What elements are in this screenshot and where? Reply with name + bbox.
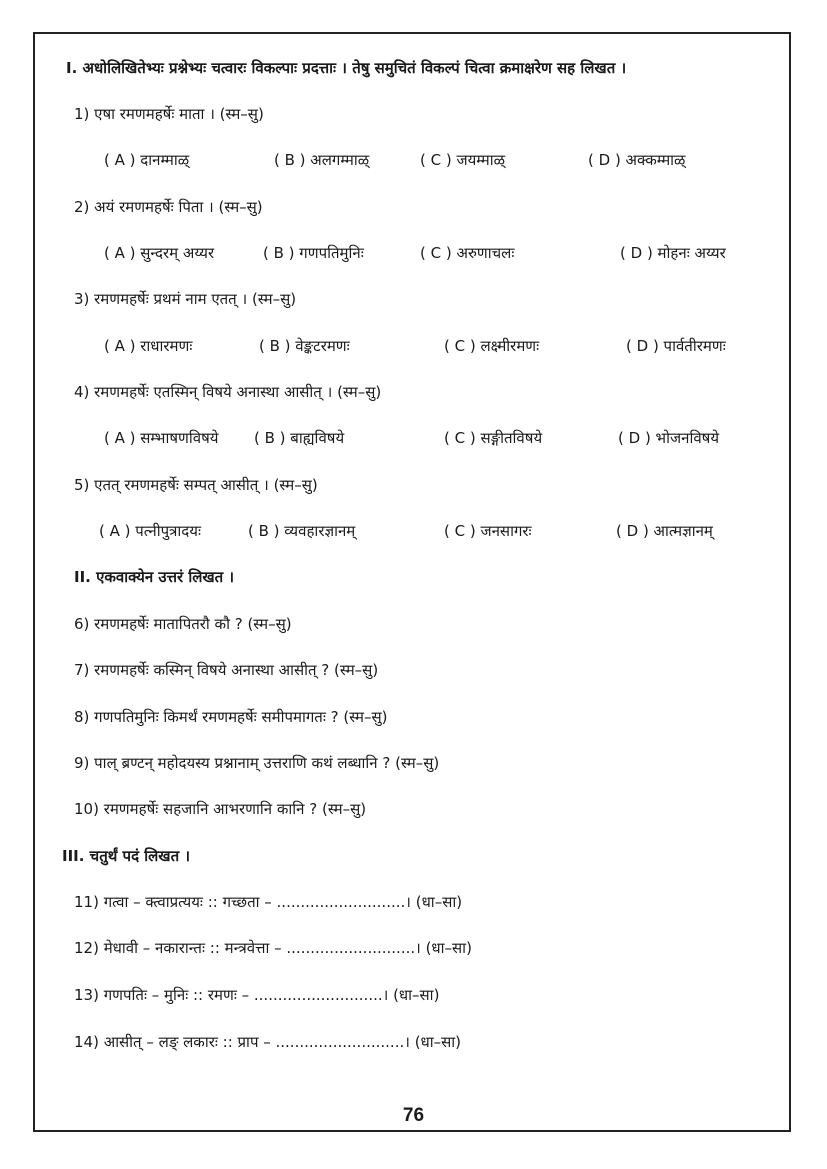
section-3-heading: III. चतुर्थं पदं लिखत । (62, 847, 191, 865)
q5-option-a: ( A ) पत्नीपुत्रादयः (99, 522, 201, 540)
q2-option-b: ( B ) गणपतिमुनिः (263, 244, 364, 262)
question-13: 13) गणपतिः – मुनिः :: रमणः – ...........................। (धा–सा) (74, 986, 440, 1004)
question-2: 2) अयं रमणमहर्षेः पिता । (स्म–सु) (74, 198, 263, 216)
q5-option-d: ( D ) आत्मज्ञानम् (616, 522, 713, 540)
question-10: 10) रमणमहर्षेः सहजानि आभरणानि कानि ? (स्म–सु) (74, 800, 367, 818)
q2-option-a: ( A ) सुन्दरम् अय्यर (104, 244, 215, 262)
q2-option-c: ( C ) अरुणाचलः (420, 244, 515, 262)
question-12: 12) मेधावी – नकारान्तः :: मन्त्रवेत्ता – ...........................। (धा–सा) (74, 939, 472, 957)
q3-option-c: ( C ) लक्ष्मीरमणः (444, 337, 540, 355)
q4-option-c: ( C ) सङ्गीतविषये (444, 429, 543, 447)
question-4: 4) रमणमहर्षेः एतस्मिन् विषये अनास्था आसीत् । (स्म–सु) (74, 383, 382, 401)
q5-option-b: ( B ) व्यवहारज्ञानम् (248, 522, 356, 540)
question-1: 1) एषा रमणमहर्षेः माता । (स्म–सु) (74, 105, 264, 123)
question-8: 8) गणपतिमुनिः किमर्थं रमणमहर्षेः समीपमागतः ? (स्म–सु) (74, 708, 388, 726)
question-5: 5) एतत् रमणमहर्षेः सम्पत् आसीत् । (स्म–सु) (74, 476, 318, 494)
question-6: 6) रमणमहर्षेः मातापितरौ कौ ? (स्म–सु) (74, 615, 292, 633)
question-3: 3) रमणमहर्षेः प्रथमं नाम एतत् । (स्म–सु) (74, 290, 297, 308)
q5-option-c: ( C ) जनसागरः (444, 522, 532, 540)
q3-option-d: ( D ) पार्वतीरमणः (626, 337, 726, 355)
section-2-heading: II. एकवाक्येन उत्तरं लिखत । (74, 568, 235, 586)
q1-option-a: ( A ) दानम्माळ् (104, 151, 190, 169)
question-11: 11) गत्वा – क्त्वाप्रत्ययः :: गच्छता – ...........................। (धा–सा) (74, 893, 463, 911)
section-1-heading: I. अधोलिखितेभ्यः प्रश्नेभ्यः चत्वारः विकल्पाः प्रदत्ताः । तेषु समुचितं विकल्पं चित्वा क्रमाक्षरेण सह लिखत । (66, 59, 627, 77)
q4-option-b: ( B ) बाह्यविषये (254, 429, 345, 447)
q4-option-a: ( A ) सम्भाषणविषये (104, 429, 219, 447)
page-number: 76 (402, 1105, 425, 1126)
q2-option-d: ( D ) मोहनः अय्यर (620, 244, 726, 262)
question-9: 9) पाल् ब्रण्टन् महोदयस्य प्रश्नानाम् उत्तराणि कथं लब्धानि ? (स्म–सु) (74, 754, 440, 772)
q3-option-a: ( A ) राधारमणः (104, 337, 193, 355)
q1-option-d: ( D ) अक्कम्माळ् (588, 151, 686, 169)
question-7: 7) रमणमहर्षेः कस्मिन् विषये अनास्था आसीत् ? (स्म–सु) (74, 661, 379, 679)
q1-option-b: ( B ) अलगम्माळ् (274, 151, 370, 169)
q4-option-d: ( D ) भोजनविषये (618, 429, 720, 447)
question-14: 14) आसीत् – लङ् लकारः :: प्राप – ...........................। (धा–सा) (74, 1033, 462, 1051)
q1-option-c: ( C ) जयम्माळ् (420, 151, 506, 169)
q3-option-b: ( B ) वेङ्कटरमणः (259, 337, 350, 355)
